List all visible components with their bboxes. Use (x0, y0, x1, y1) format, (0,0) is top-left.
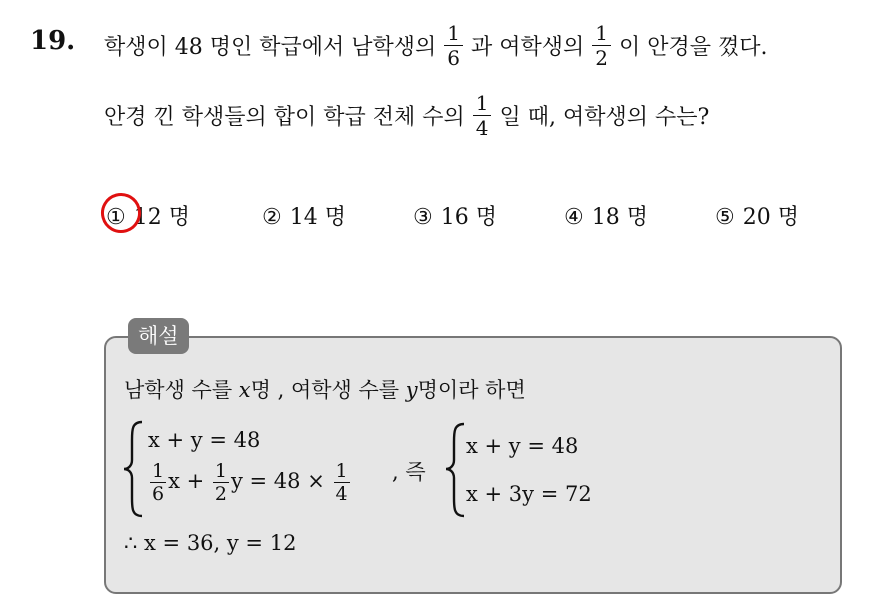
choice-marker: ④ (564, 205, 584, 230)
question-text-2b: 일 때, 여학생의 수는? (499, 104, 710, 130)
connector-text: , 즉 (392, 460, 426, 484)
system1-eq2: $\frac{1}{6}$ x + $\frac{1}{2}$ y = 48 × $\frac{1}{4}$ (152, 460, 348, 505)
choice-label: 16 명 (440, 205, 497, 230)
question-line-1 (104, 14, 767, 76)
system2-eq1: x + y = 48 (466, 434, 579, 458)
question-number: 19. (30, 26, 76, 56)
question-text-1a: 학생이 48 명인 학급에서 남학생의 (104, 34, 437, 60)
solution-conclusion: ∴ x = 36, y = 12 (124, 531, 297, 555)
choice-label: 20 명 (742, 205, 799, 230)
system2-eq2: x + 3y = 72 (466, 482, 592, 506)
question-line-2 (104, 84, 709, 146)
question-text-2a: 안경 낀 학생들의 합이 학급 전체 수의 (104, 104, 465, 130)
var-x: x (238, 378, 251, 402)
choice-label: 18 명 (591, 205, 648, 230)
fraction-one-sixth: $\frac{1}{6}$ (444, 21, 463, 70)
solution-tag: 해설 (128, 318, 189, 354)
choice-marker: ① (106, 205, 126, 230)
choice-marker: ⑤ (715, 205, 735, 230)
choice-label: 14 명 (289, 205, 346, 230)
question-text-1c: 이 안경을 꼈다. (618, 34, 768, 60)
left-brace-icon (122, 420, 146, 518)
fraction-one-half: $\frac{1}{2}$ (592, 21, 611, 70)
choice-5[interactable] (715, 200, 799, 231)
var-y: y (405, 378, 418, 402)
system1-eq1: x + y = 48 (148, 428, 261, 452)
question-text-1b: 과 여학생의 (470, 34, 585, 60)
choice-3[interactable] (413, 200, 497, 231)
solution-intro: 남학생 수를 x명 , 여학생 수를 y명이라 하면 (124, 378, 526, 402)
choice-label: 12 명 (133, 205, 190, 230)
choice-2[interactable] (262, 200, 346, 231)
left-brace-icon (444, 422, 468, 518)
choice-marker: ② (262, 205, 282, 230)
choice-marker: ③ (413, 205, 433, 230)
choice-4[interactable] (564, 200, 648, 231)
fraction-one-quarter: $\frac{1}{4}$ (473, 91, 492, 140)
